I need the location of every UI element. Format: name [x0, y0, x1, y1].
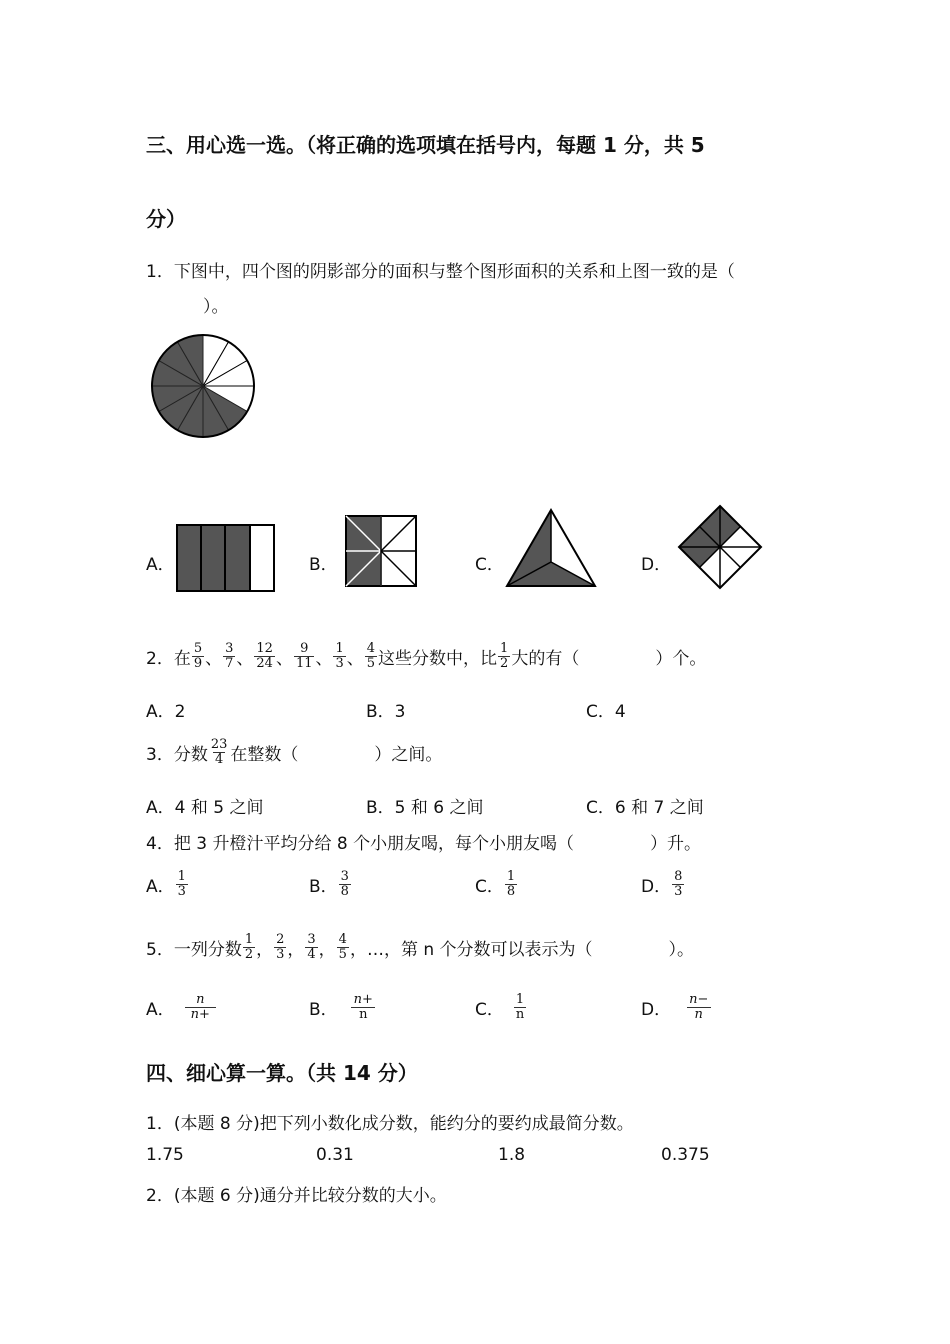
q4-option-a[interactable]: [146, 864, 189, 904]
q2-frac-5-den: 3: [335, 655, 344, 671]
q2-suffix: 大的有（: [511, 648, 580, 669]
q2-frac-5-num: 1: [335, 640, 344, 656]
q5-option-a-label: A．: [146, 999, 175, 1020]
q2-frac-4-den: 11: [295, 655, 313, 671]
q1-option-d-figure: [677, 504, 763, 590]
q3-option-b[interactable]: B．5 和 6 之间: [366, 798, 484, 818]
section3-title-line2: 分）: [146, 207, 186, 231]
q2-frac-5: [333, 642, 345, 671]
q4-a-num: 1: [177, 868, 186, 884]
q4-a-den: 3: [177, 883, 186, 899]
q5-option-d[interactable]: [641, 986, 715, 1028]
q5-frac-4-den: 5: [338, 946, 347, 962]
q1-text-line1: 1．下图中，四个图的阴影部分的面积与整个图形面积的关系和上图一致的是（: [146, 262, 735, 282]
q1-option-c-figure: [505, 508, 597, 588]
q5-d-num: n−: [689, 991, 709, 1007]
q5-option-c[interactable]: [475, 986, 527, 1028]
q5-end: ）。: [668, 939, 695, 960]
q2-sep: 、: [275, 648, 293, 669]
q4-option-b-frac: [339, 870, 351, 899]
q5-line: [146, 926, 694, 968]
q5-frac-1: [243, 933, 255, 962]
q5-middle: ，…，第 n 个分数可以表示为（: [349, 939, 593, 960]
q2-frac-3-den: 24: [256, 655, 273, 671]
q1-option-b-figure: [345, 515, 417, 587]
q5-a-den: n+: [185, 1007, 216, 1022]
q2-frac-6-num: 4: [366, 640, 376, 656]
q5-prefix: 5．一列分数: [146, 939, 242, 960]
q5-d-den: n: [687, 1007, 711, 1022]
q2-sep: 、: [346, 648, 364, 669]
q3-end: ）之间。: [374, 744, 443, 765]
q3-option-c[interactable]: C．6 和 7 之间: [586, 798, 704, 818]
q4-text: [146, 829, 701, 854]
q4-c-num: 1: [506, 868, 516, 884]
q2-frac-2-den: 7: [225, 655, 234, 671]
q2-frac-1-num: 5: [193, 640, 203, 656]
q4-option-a-frac: [176, 870, 188, 899]
q2-compare-num: 1: [500, 640, 509, 656]
q2-frac-2-num: 3: [225, 640, 234, 656]
q1-text-line2: ）。: [203, 297, 229, 317]
q5-option-a[interactable]: [146, 986, 217, 1028]
q3-middle: 在整数（: [230, 744, 299, 765]
q2-option-a[interactable]: A．2: [146, 702, 186, 722]
q5-sep: ，: [287, 939, 305, 960]
q5-frac-4-num: 4: [338, 931, 347, 947]
q4-c-den: 8: [506, 883, 516, 899]
q2-prefix: 2．在: [146, 648, 191, 669]
q1-option-a-figure: [176, 524, 276, 592]
q5-option-b-label: B．: [309, 999, 338, 1020]
q2-option-b[interactable]: B．3: [366, 702, 406, 722]
q5-option-b-frac: [348, 993, 379, 1022]
q5-frac-2-num: 2: [276, 931, 285, 947]
decimal-3: 1.8: [498, 1145, 526, 1165]
q5-option-c-frac: [514, 993, 526, 1022]
decimal-4: 0.375: [661, 1145, 710, 1165]
q2-sep: 、: [205, 648, 223, 669]
section4-title: 四、细心算一算。（共 14 分）: [146, 1061, 418, 1085]
q5-a-num: n: [196, 991, 205, 1007]
q4-option-d[interactable]: [641, 864, 685, 904]
q4-option-b-label: B．: [309, 876, 338, 897]
q4-d-den: 3: [674, 883, 683, 899]
q5-option-d-frac: [683, 993, 714, 1022]
q4-option-b[interactable]: [309, 864, 352, 904]
q3-line: [146, 730, 442, 774]
q2-frac-1-den: 9: [193, 655, 203, 671]
q5-c-num: 1: [515, 991, 525, 1007]
q1-reference-circle: [150, 333, 256, 439]
q2-frac-4-num: 9: [300, 640, 309, 656]
q4-end: ）升。: [650, 834, 702, 854]
q3-frac-num: 23: [210, 736, 228, 752]
q5-b-den: n: [351, 1007, 375, 1022]
q5-sep: ，: [256, 939, 274, 960]
q4-option-c-label: C．: [475, 876, 504, 897]
decimal-1: 1.75: [146, 1145, 184, 1165]
q2-middle: 这些分数中，比: [378, 648, 498, 669]
q2-line: [146, 636, 706, 676]
q3-frac-den: 4: [214, 751, 224, 767]
section3-title-line1: 三、用心选一选。（将正确的选项填在括号内，每题 1 分，共 5: [146, 133, 705, 157]
q5-c-den: n: [515, 1006, 525, 1022]
q2-frac-3-num: 12: [256, 640, 273, 656]
section4-q1: 1．(本题 8 分)把下列小数化成分数，能约分的要约成最简分数。: [146, 1114, 634, 1134]
q5-frac-2: [274, 933, 286, 962]
q4-d-num: 8: [674, 868, 683, 884]
q5-option-b[interactable]: [309, 986, 380, 1028]
q4-option-a-label: A．: [146, 876, 175, 897]
q3-option-a[interactable]: A．4 和 5 之间: [146, 798, 264, 818]
q4-option-d-frac: [672, 870, 684, 899]
q4-option-d-label: D．: [641, 876, 672, 897]
q2-end: ）个。: [655, 648, 707, 669]
decimal-2: 0.31: [316, 1145, 354, 1165]
q5-frac-1-num: 1: [244, 931, 254, 947]
q5-option-d-label: D．: [641, 999, 672, 1020]
q5-frac-4: [337, 933, 349, 962]
q5-option-a-frac: [185, 993, 216, 1022]
q2-compare-den: 2: [500, 655, 509, 671]
q2-frac-6-den: 5: [366, 655, 376, 671]
q4-option-c[interactable]: [475, 864, 518, 904]
q3-frac: [209, 738, 230, 767]
q5-frac-3: [305, 933, 317, 962]
section4-q2: 2．(本题 6 分)通分并比较分数的大小。: [146, 1186, 447, 1206]
q5-frac-1-den: 2: [244, 946, 254, 962]
q5-b-num: n+: [353, 991, 373, 1007]
q4-option-c-frac: [505, 870, 517, 899]
q1-option-b-label: B．: [309, 555, 338, 575]
q5-frac-3-num: 3: [307, 931, 316, 947]
q2-frac-2: [223, 642, 235, 671]
q4-b-num: 3: [340, 868, 349, 884]
q2-frac-6: [365, 642, 377, 671]
q2-frac-4: [294, 642, 315, 671]
q2-frac-1: [192, 642, 204, 671]
q4-b-den: 8: [340, 883, 349, 899]
q2-compare-frac: [498, 642, 510, 671]
q2-frac-3: [254, 642, 275, 671]
q2-option-c[interactable]: C．4: [586, 702, 626, 722]
q5-frac-2-den: 3: [276, 946, 285, 962]
q3-prefix: 3．分数: [146, 744, 208, 765]
q5-frac-3-den: 4: [307, 946, 316, 962]
q4-question: 4．把 3 升橙汁平均分给 8 个小朋友喝，每个小朋友喝（: [146, 834, 575, 854]
q2-sep: 、: [236, 648, 254, 669]
q1-option-a-label: A．: [146, 555, 175, 575]
q2-sep: 、: [315, 648, 333, 669]
q1-option-c-label: C．: [475, 555, 504, 575]
q5-option-c-label: C．: [475, 999, 504, 1020]
q1-option-d-label: D．: [641, 555, 672, 575]
q5-sep: ，: [318, 939, 336, 960]
